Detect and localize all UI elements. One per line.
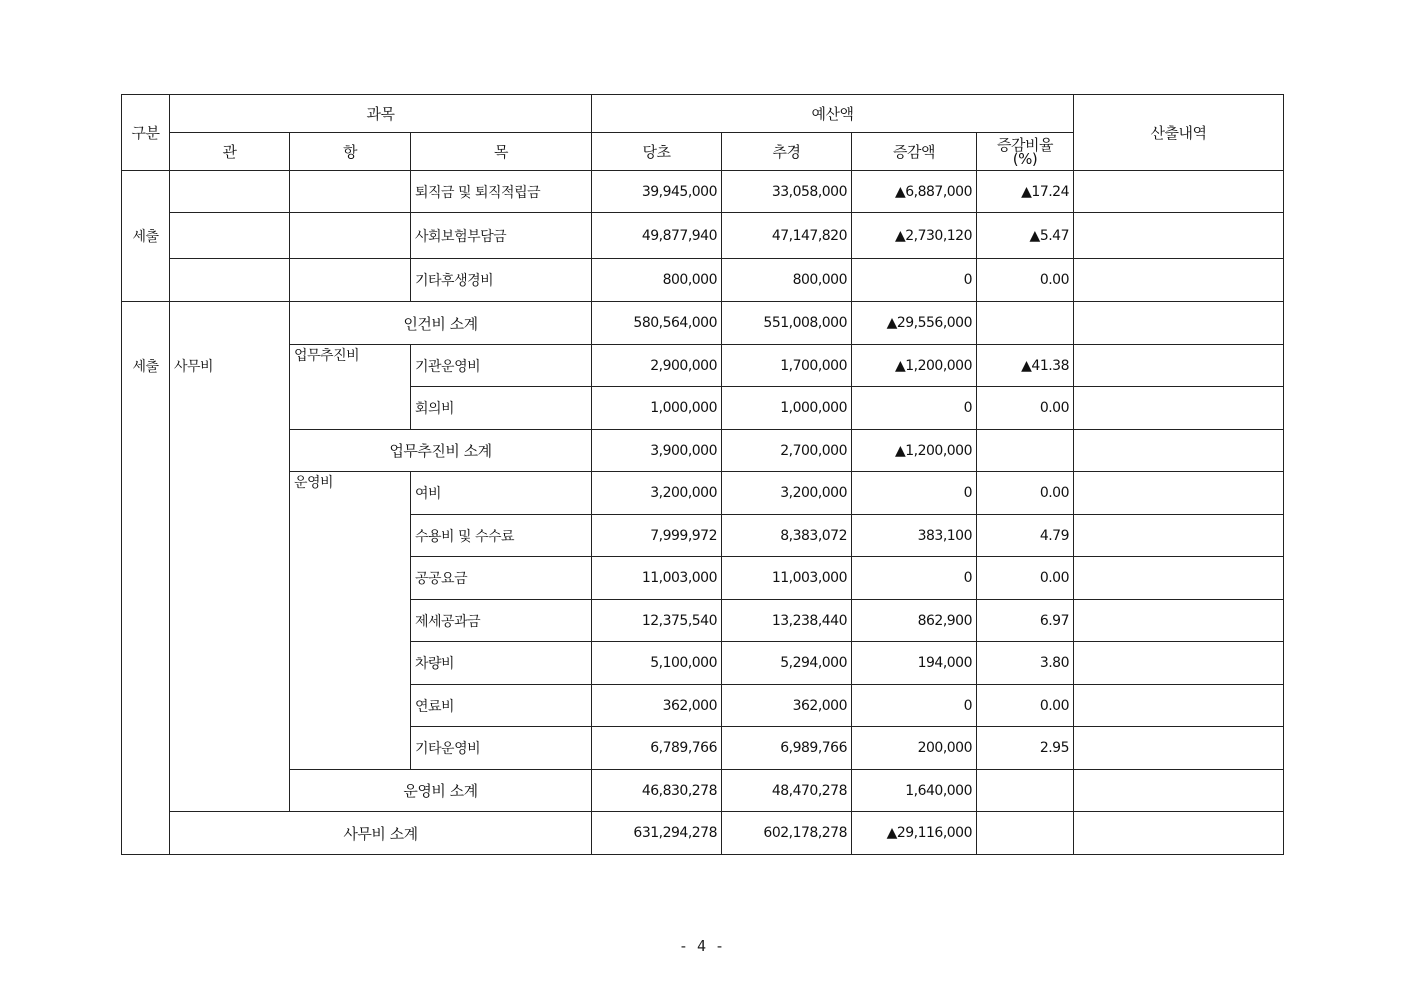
- mok-cell: 공공요금: [411, 557, 592, 600]
- diff-cell: 0: [852, 685, 977, 727]
- ratio-cell: [977, 430, 1074, 472]
- revised-cell: 11,003,000: [722, 557, 852, 600]
- mok-cell: 퇴직금 및 퇴직적립금: [411, 171, 592, 213]
- original-cell: 39,945,000: [592, 171, 722, 213]
- empty-cell: [290, 213, 411, 259]
- empty-cell: [290, 171, 411, 213]
- mok-cell: 기타운영비: [411, 727, 592, 770]
- table-row: [122, 345, 1284, 387]
- calc-cell: [1074, 171, 1284, 213]
- personnel-subtotal-label: 인건비 소계: [290, 302, 592, 345]
- mok-cell: 제세공과금: [411, 600, 592, 642]
- ratio-cell: [977, 770, 1074, 812]
- original-cell: 49,877,940: [592, 213, 722, 259]
- empty-cell: [170, 213, 290, 259]
- operation-hang: 운영비: [290, 472, 411, 770]
- header-original: 당초: [592, 133, 722, 171]
- empty-cell: [290, 259, 411, 302]
- revised-cell: 48,470,278: [722, 770, 852, 812]
- revised-cell: 5,294,000: [722, 642, 852, 685]
- header-gubun: 구분: [122, 95, 170, 171]
- ratio-cell: [977, 302, 1074, 345]
- mok-cell: 회의비: [411, 387, 592, 430]
- ratio-cell: 3.80: [977, 642, 1074, 685]
- original-cell: 362,000: [592, 685, 722, 727]
- office-total-label: 사무비 소계: [170, 812, 592, 855]
- mok-cell: 차량비: [411, 642, 592, 685]
- mok-cell: 수용비 및 수수료: [411, 515, 592, 557]
- original-cell: 11,003,000: [592, 557, 722, 600]
- diff-cell: ▲6,887,000: [852, 171, 977, 213]
- diff-cell: 862,900: [852, 600, 977, 642]
- revised-cell: 8,383,072: [722, 515, 852, 557]
- diff-cell: 1,640,000: [852, 770, 977, 812]
- diff-cell: 383,100: [852, 515, 977, 557]
- diff-cell: ▲1,200,000: [852, 345, 977, 387]
- calc-cell: [1074, 727, 1284, 770]
- section2-gwan: 사무비: [170, 302, 290, 812]
- diff-cell: ▲2,730,120: [852, 213, 977, 259]
- ratio-cell: 0.00: [977, 259, 1074, 302]
- diff-cell: 0: [852, 387, 977, 430]
- original-cell: 5,100,000: [592, 642, 722, 685]
- ratio-cell: 0.00: [977, 472, 1074, 515]
- calc-cell: [1074, 812, 1284, 855]
- ratio-cell: 0.00: [977, 387, 1074, 430]
- empty-cell: [170, 171, 290, 213]
- calc-cell: [1074, 387, 1284, 430]
- header-revised: 추경: [722, 133, 852, 171]
- diff-cell: ▲29,556,000: [852, 302, 977, 345]
- ratio-cell: 0.00: [977, 685, 1074, 727]
- revised-cell: 3,200,000: [722, 472, 852, 515]
- diff-cell: 0: [852, 472, 977, 515]
- calc-cell: [1074, 642, 1284, 685]
- revised-cell: 1,700,000: [722, 345, 852, 387]
- ratio-cell: 6.97: [977, 600, 1074, 642]
- revised-cell: 2,700,000: [722, 430, 852, 472]
- original-cell: 800,000: [592, 259, 722, 302]
- calc-cell: [1074, 430, 1284, 472]
- original-cell: 1,000,000: [592, 387, 722, 430]
- header-ratio-unit: (%): [1012, 149, 1038, 168]
- revised-cell: 551,008,000: [722, 302, 852, 345]
- ratio-cell: [977, 812, 1074, 855]
- calc-cell: [1074, 685, 1284, 727]
- table-row-total: [122, 812, 1284, 855]
- calc-cell: [1074, 770, 1284, 812]
- section1-gubun: 세출: [122, 171, 170, 302]
- original-cell: 580,564,000: [592, 302, 722, 345]
- revised-cell: 800,000: [722, 259, 852, 302]
- business-subtotal-label: 업무추진비 소계: [290, 430, 592, 472]
- calc-cell: [1074, 472, 1284, 515]
- table-row: [122, 213, 1284, 259]
- original-cell: 3,200,000: [592, 472, 722, 515]
- table-row-subtotal: [122, 302, 1284, 345]
- empty-cell: [170, 259, 290, 302]
- header-diff: 증감액: [852, 133, 977, 171]
- revised-cell: 602,178,278: [722, 812, 852, 855]
- mok-cell: 연료비: [411, 685, 592, 727]
- mok-cell: 사회보험부담금: [411, 213, 592, 259]
- revised-cell: 33,058,000: [722, 171, 852, 213]
- ratio-cell: ▲5.47: [977, 213, 1074, 259]
- original-cell: 12,375,540: [592, 600, 722, 642]
- header-budget: 예산액: [592, 95, 1074, 133]
- table-row: [122, 472, 1284, 515]
- calc-cell: [1074, 515, 1284, 557]
- diff-cell: 194,000: [852, 642, 977, 685]
- business-hang: 업무추진비: [290, 345, 411, 430]
- mok-cell: 기관운영비: [411, 345, 592, 387]
- original-cell: 7,999,972: [592, 515, 722, 557]
- header-mok: 목: [411, 133, 592, 171]
- diff-cell: 0: [852, 259, 977, 302]
- revised-cell: 1,000,000: [722, 387, 852, 430]
- diff-cell: 200,000: [852, 727, 977, 770]
- table-row: [122, 171, 1284, 213]
- ratio-cell: ▲41.38: [977, 345, 1074, 387]
- calc-cell: [1074, 259, 1284, 302]
- calc-cell: [1074, 213, 1284, 259]
- ratio-cell: 2.95: [977, 727, 1074, 770]
- header-gwan: 관: [170, 133, 290, 171]
- calc-cell: [1074, 302, 1284, 345]
- table-row-subtotal: [122, 430, 1284, 472]
- header-calc: 산출내역: [1074, 95, 1284, 171]
- original-cell: 631,294,278: [592, 812, 722, 855]
- operation-subtotal-label: 운영비 소계: [290, 770, 592, 812]
- original-cell: 2,900,000: [592, 345, 722, 387]
- header-ratio: [977, 133, 1074, 171]
- page-number: - 4 -: [678, 937, 725, 955]
- revised-cell: 362,000: [722, 685, 852, 727]
- revised-cell: 6,989,766: [722, 727, 852, 770]
- table-row: [122, 259, 1284, 302]
- diff-cell: ▲29,116,000: [852, 812, 977, 855]
- diff-cell: 0: [852, 557, 977, 600]
- calc-cell: [1074, 557, 1284, 600]
- mok-cell: 기타후생경비: [411, 259, 592, 302]
- original-cell: 6,789,766: [592, 727, 722, 770]
- section2-gubun: 세출: [122, 302, 170, 855]
- header-gwamok: 과목: [170, 95, 592, 133]
- ratio-cell: 4.79: [977, 515, 1074, 557]
- original-cell: 46,830,278: [592, 770, 722, 812]
- ratio-cell: 0.00: [977, 557, 1074, 600]
- mok-cell: 여비: [411, 472, 592, 515]
- diff-cell: ▲1,200,000: [852, 430, 977, 472]
- calc-cell: [1074, 345, 1284, 387]
- header-hang: 항: [290, 133, 411, 171]
- original-cell: 3,900,000: [592, 430, 722, 472]
- ratio-cell: ▲17.24: [977, 171, 1074, 213]
- budget-table: [121, 94, 1284, 855]
- revised-cell: 47,147,820: [722, 213, 852, 259]
- revised-cell: 13,238,440: [722, 600, 852, 642]
- calc-cell: [1074, 600, 1284, 642]
- header-ratio-label: 증감비율: [997, 135, 1053, 154]
- table-row-subtotal: [122, 770, 1284, 812]
